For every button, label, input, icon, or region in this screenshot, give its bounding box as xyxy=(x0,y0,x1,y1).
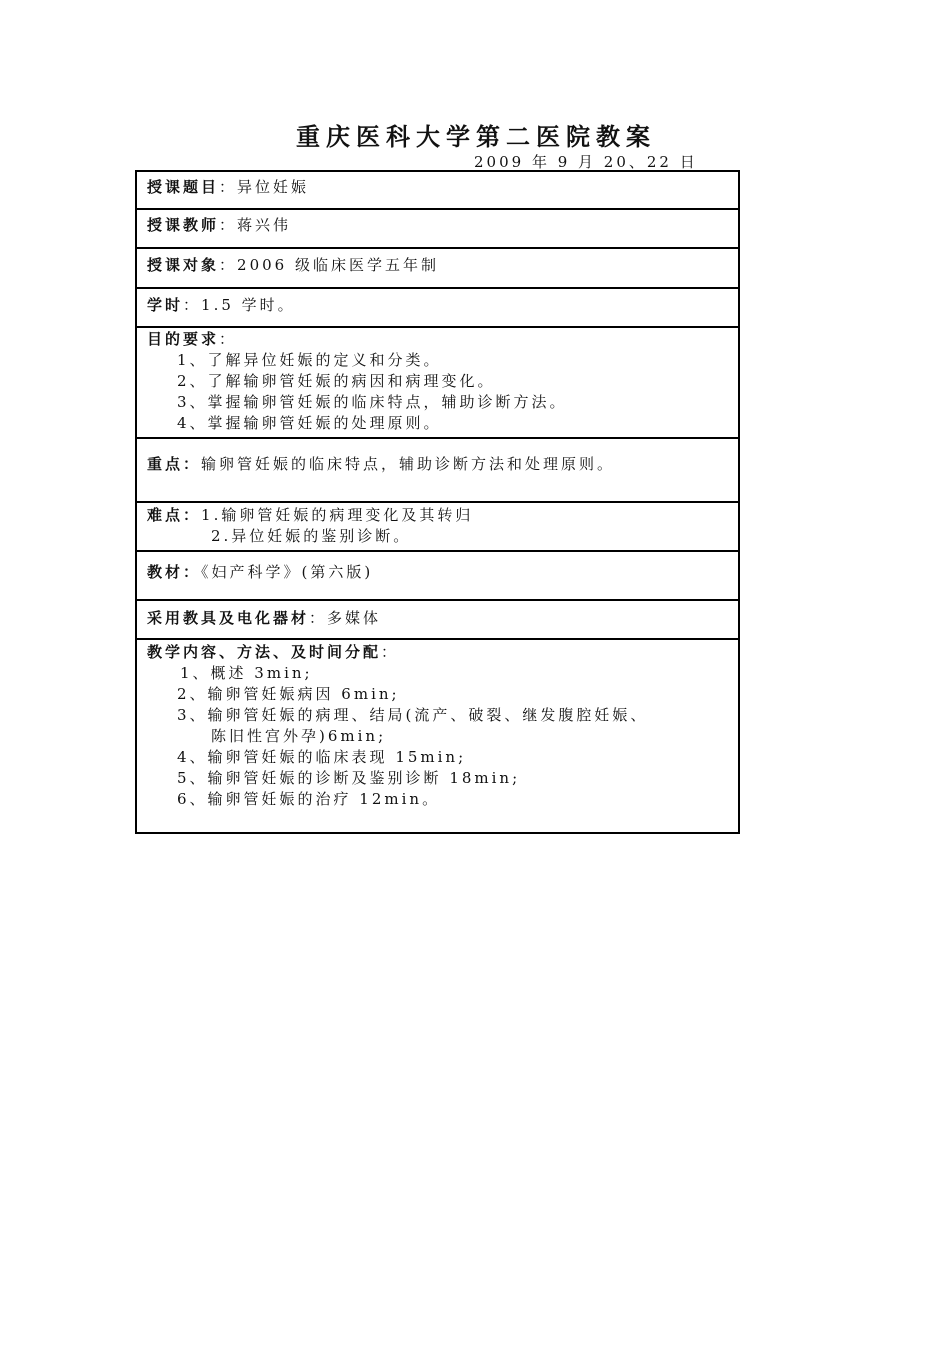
objective-item: 2、了解输卵管妊娠的病因和病理变化。 xyxy=(177,372,496,390)
row-textbook xyxy=(136,551,739,600)
hours-sep: ： xyxy=(183,296,202,314)
difficulty-item: 2.异位妊娠的鉴别诊断。 xyxy=(211,527,412,545)
content-item: 2、输卵管妊娠病因 6min; xyxy=(177,685,400,703)
key-points-sep: ： xyxy=(183,455,202,473)
lesson-date: 2009 年 9 月 20、22 日 xyxy=(474,153,698,171)
textbook-label: 教材 xyxy=(147,563,184,581)
topic-sep: ： xyxy=(219,178,238,196)
objectives-label: 目的要求 xyxy=(147,330,220,348)
content-item: 1、概述 3min; xyxy=(180,664,313,682)
row-hours xyxy=(136,288,739,327)
content-item: 5、输卵管妊娠的诊断及鉴别诊断 18min; xyxy=(177,769,521,787)
teacher-label: 授课教师 xyxy=(147,216,220,234)
content-item: 3、输卵管妊娠的病理、结局(流产、破裂、继发腹腔妊娠、 xyxy=(177,706,649,724)
teacher-value: 蒋兴伟 xyxy=(237,216,292,234)
content-item: 6、输卵管妊娠的治疗 12min。 xyxy=(177,790,441,808)
content-item: 4、输卵管妊娠的临床表现 15min; xyxy=(177,748,467,766)
row-key-points xyxy=(136,438,739,502)
content-item: 陈旧性宫外孕)6min; xyxy=(211,727,387,745)
page-title: 重庆医科大学第二医院教案 xyxy=(296,122,656,151)
lesson-plan-table xyxy=(135,170,740,834)
hours-value: 1.5 学时。 xyxy=(201,296,296,314)
textbook-value: 《妇产科学》(第六版) xyxy=(201,563,374,581)
objective-item: 3、掌握输卵管妊娠的临床特点，辅助诊断方法。 xyxy=(177,393,568,411)
difficulties-label: 难点 xyxy=(147,506,184,524)
content-sep: ： xyxy=(381,643,400,661)
topic-label: 授课题目 xyxy=(147,178,220,196)
textbook-sep: ： xyxy=(183,563,202,581)
topic-value: 异位妊娠 xyxy=(237,178,310,196)
audience-label: 授课对象 xyxy=(147,256,220,274)
row-audience xyxy=(136,248,739,288)
teacher-sep: ： xyxy=(219,216,238,234)
audience-sep: ： xyxy=(219,256,238,274)
row-topic xyxy=(136,171,739,209)
row-difficulties xyxy=(136,502,739,551)
objectives-sep: ： xyxy=(219,330,238,348)
hours-label: 学时 xyxy=(147,296,184,314)
equipment-label: 采用教具及电化器材 xyxy=(147,609,310,627)
audience-value: 2006 级临床医学五年制 xyxy=(237,256,439,274)
difficulties-sep: ： xyxy=(183,506,202,524)
equipment-sep: ： xyxy=(309,609,328,627)
row-content xyxy=(136,639,739,833)
objective-item: 1、了解异位妊娠的定义和分类。 xyxy=(177,351,442,369)
content-label: 教学内容、方法、及时间分配 xyxy=(147,643,382,661)
key-points-value: 输卵管妊娠的临床特点，辅助诊断方法和处理原则。 xyxy=(201,455,616,473)
objective-item: 4、掌握输卵管妊娠的处理原则。 xyxy=(177,414,442,432)
row-objectives xyxy=(136,327,739,438)
equipment-value: 多媒体 xyxy=(327,609,382,627)
difficulty-item: 1.输卵管妊娠的病理变化及其转归 xyxy=(201,506,474,524)
row-teacher xyxy=(136,209,739,248)
row-equipment xyxy=(136,600,739,639)
key-points-label: 重点 xyxy=(147,455,184,473)
